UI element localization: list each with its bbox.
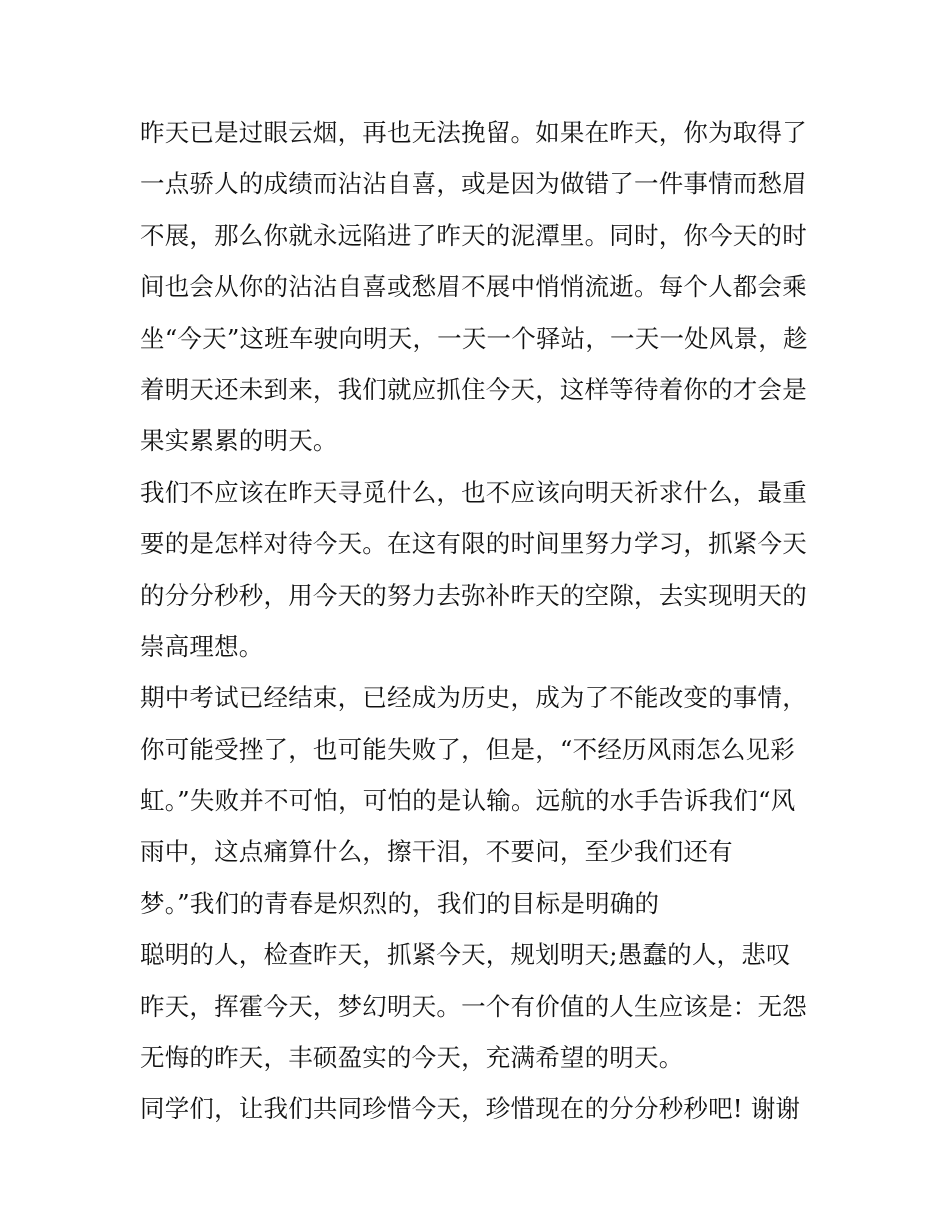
text-line: 不展，那么你就永远陷进了昨天的泥潭里。同时，你今天的时 bbox=[140, 220, 807, 250]
text-line: 聪明的人，检查昨天，抓紧今天，规划明天;愚蠢的人，悲叹 bbox=[140, 940, 791, 970]
document-body bbox=[140, 107, 820, 1135]
text-line: 我们不应该在昨天寻觅什么，也不应该向明天祈求什么，最重 bbox=[140, 477, 807, 507]
text-line: 果实累累的明天。 bbox=[140, 426, 338, 456]
text-line: 一点骄人的成绩而沾沾自喜，或是因为做错了一件事情而愁眉 bbox=[140, 169, 807, 199]
text-line: 的分分秒秒，用今天的努力去弥补昨天的空隙，去实现明天的 bbox=[140, 580, 807, 610]
text-line: 着明天还未到来，我们就应抓住今天，这样等待着你的才会是 bbox=[140, 374, 807, 404]
text-line: 崇高理想。 bbox=[140, 631, 264, 661]
text-line: 无悔的昨天，丰硕盈实的今天，充满希望的明天。 bbox=[140, 1043, 684, 1073]
text-line: 间也会从你的沾沾自喜或愁眉不展中悄悄流逝。每个人都会乘 bbox=[140, 272, 807, 302]
text-line: 昨天，挥霍今天，梦幻明天。一个有价值的人生应该是：无怨 bbox=[140, 991, 807, 1021]
text-line: 你可能受挫了，也可能失败了，但是，“不经历风雨怎么见彩 bbox=[140, 734, 795, 764]
text-line: 期中考试已经结束，已经成为历史，成为了不能改变的事情， bbox=[140, 683, 807, 713]
text-line: 梦。”我们的青春是炽烈的，我们的目标是明确的 bbox=[140, 888, 660, 918]
text-line: 同学们，让我们共同珍惜今天，珍惜现在的分分秒秒吧! 谢谢 bbox=[140, 1094, 801, 1124]
text-line: 坐“今天”这班车驶向明天，一天一个驿站，一天一处风景，趁 bbox=[140, 323, 808, 353]
text-line: 昨天已是过眼云烟，再也无法挽留。如果在昨天，你为取得了 bbox=[140, 118, 807, 147]
text-line: 要的是怎样对待今天。在这有限的时间里努力学习，抓紧今天 bbox=[140, 529, 807, 559]
text-line: 雨中，这点痛算什么，擦干泪，不要问，至少我们还有 bbox=[140, 837, 733, 867]
text-line: 虹。”失败并不可怕，可怕的是认输。远航的水手告诉我们“风 bbox=[140, 786, 796, 816]
